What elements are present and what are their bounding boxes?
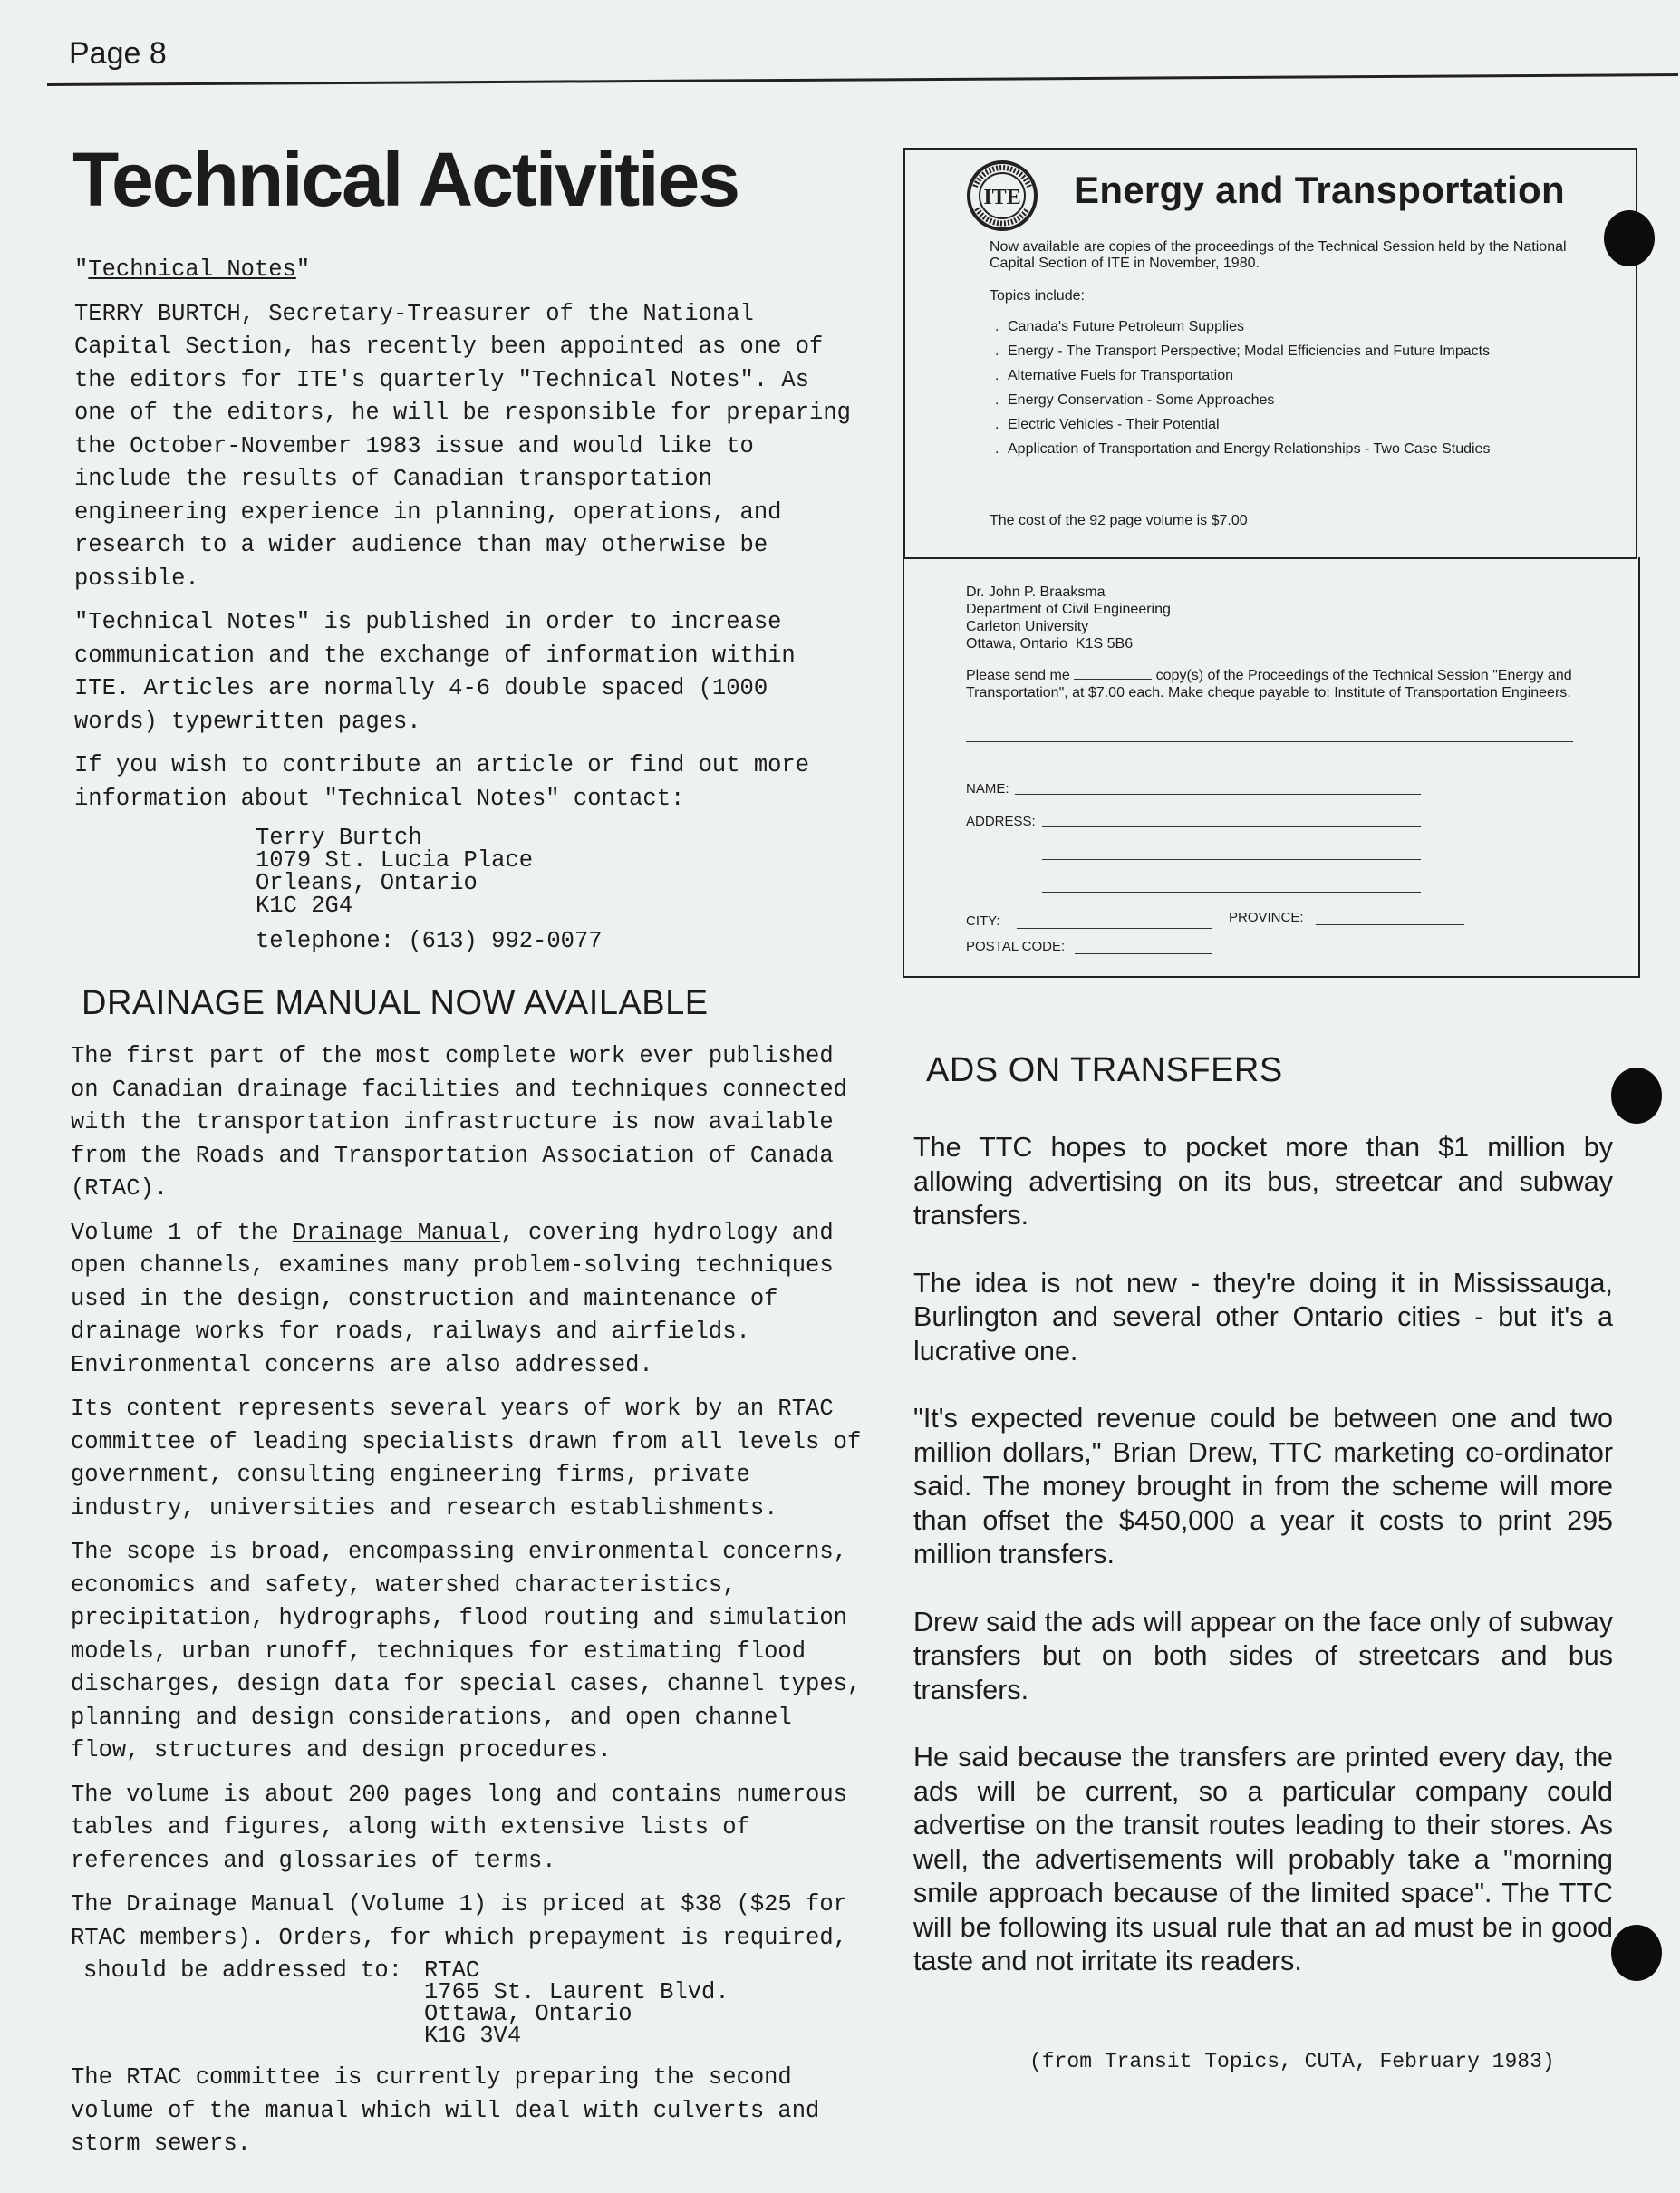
rtac-address [424, 1957, 729, 2049]
ads-paragraph: Drew said the ads will appear on the face only of subway transfers but on both sides of streetcars and bus transfers. [913, 1606, 1613, 1705]
order-instructions: Please send me copy(s) of the Proceedings of the Technical Session "Energy and Transportation", at $7.00 each. Make cheque payable to: Institute of Transportation Engineers. [966, 668, 1572, 700]
form-name-field[interactable] [1015, 794, 1421, 795]
order-address-city: Ottawa, Ontario K1S 5B6 [966, 636, 1134, 652]
ite-logo-text: ITE [983, 186, 1021, 209]
order-address-dept: Department of Civil Engineering [966, 602, 1171, 617]
drainage-manual-section [71, 1040, 868, 2172]
ite-logo-icon [966, 159, 1038, 232]
topic-item: . Electric Vehicles - Their Potential [995, 417, 1220, 432]
drainage-paragraph: The Drainage Manual (Volume 1) is priced at $38 ($25 for RTAC members). Orders, for which prepayment is required, [71, 1891, 847, 1951]
order-address-univ: Carleton University [966, 619, 1089, 634]
page-number: Page 8 [69, 36, 167, 71]
form-province-label: PROVINCE: [1229, 910, 1304, 925]
ads-source-citation: (from Transit Topics, CUTA, February 1983) [1029, 2050, 1555, 2073]
drainage-paragraph: The volume is about 200 pages long and contains numerous tables and figures, along with extensive lists of references and glossaries of terms. [71, 1781, 847, 1874]
rtac-street: 1765 St. Laurent Blvd. [424, 1979, 729, 2005]
contact-postal: K1C 2G4 [256, 893, 353, 919]
punch-hole [1611, 1925, 1662, 1981]
address-label: should be addressed to: [83, 1957, 402, 1984]
ads-paragraph: The TTC hopes to pocket more than $1 million by allowing advertising on its bus, streetcar and subway transfers. [913, 1132, 1613, 1231]
punch-hole [1611, 1068, 1662, 1124]
form-address-label: ADDRESS: [966, 814, 1036, 829]
energy-ad-cost: The cost of the 92 page volume is $7.00 [990, 513, 1248, 528]
drainage-paragraph: The scope is broad, encompassing environmental concerns, economics and safety, watershed characteristics, precipitation, hydrographs, flood routing and simulation models, urban runoff, techniques for estimating flood discharges, design data for special cases, channel types, planning and design considerations, and open channel flow, structures and design procedures. [71, 1539, 862, 1763]
energy-ad-topics-list [995, 319, 1620, 466]
order-divider [966, 741, 1573, 742]
contact-city: Orleans, Ontario [256, 870, 478, 896]
drainage-paragraph: The RTAC committee is currently preparing the second volume of the manual which will deal with culverts and storm sewers. [71, 2064, 820, 2157]
technical-notes-contact [256, 826, 603, 952]
topic-item: . Canada's Future Petroleum Supplies [995, 319, 1244, 334]
topic-item: . Application of Transportation and Energy Relationships - Two Case Studies [995, 441, 1491, 457]
contact-street: 1079 St. Lucia Place [256, 847, 534, 874]
form-address-field[interactable] [1042, 826, 1421, 827]
drainage-paragraph: The first part of the most complete work ever published on Canadian drainage facilities and techniques connected with the transportation infrastructure is now available from the Roads and Transportation Association of Canada (RTAC). [71, 1043, 847, 1202]
ads-on-transfers-body [913, 1131, 1613, 2013]
drainage-manual-heading: DRAINAGE MANUAL NOW AVAILABLE [82, 984, 709, 1022]
energy-ad-title: Energy and Transportation [1074, 169, 1565, 211]
copies-blank[interactable] [1074, 679, 1152, 680]
topic-item: . Energy Conservation - Some Approaches [995, 392, 1275, 408]
energy-ad-intro: Now available are copies of the proceedings of the Technical Session held by the National Capital Section of ITE in November, 1980. [990, 239, 1567, 271]
drainage-paragraph: Its content represents several years of work by an RTAC committee of leading specialists drawn from all levels of government, consulting engineering firms, private industry, universities and research establishments. [71, 1396, 862, 1522]
form-city-field[interactable] [1017, 928, 1212, 929]
ads-paragraph: "It's expected revenue could be between one and two million dollars," Brian Drew, TTC marketing co-ordinator said. The money brought in from the scheme will more than offset the $450,000 a year it costs to print 295 million transfers. [913, 1403, 1613, 1570]
technical-notes-paragraph: "Technical Notes" is published in order to increase communication and the exchange of information within ITE. Articles are normally 4-6 double spaced (1000 words) typewritten pages. [74, 609, 796, 735]
rtac-postal: K1G 3V4 [424, 2023, 522, 2049]
order-address [966, 584, 1171, 652]
page-title: Technical Activities [72, 137, 739, 222]
form-province-field[interactable] [1316, 924, 1464, 925]
contact-phone: telephone: (613) 992-0077 [256, 928, 603, 954]
drainage-paragraph: Volume 1 of the Drainage Manual, covering hydrology and open channels, examines many problem-solving techniques used in the design, construction and maintenance of drainage works for roads, railways and airfields. Environmental concerns are also addressed. [71, 1219, 834, 1378]
rtac-address-row [71, 1955, 868, 2062]
topic-item: . Energy - The Transport Perspective; Modal Efficiencies and Future Impacts [995, 343, 1491, 359]
form-postal-label: POSTAL CODE: [966, 939, 1066, 954]
energy-ad-topics-label: Topics include: [990, 288, 1085, 304]
rtac-city: Ottawa, Ontario [424, 2001, 632, 2027]
ads-paragraph: He said because the transfers are printed every day, the ads will be current, so a particular company could advertise on the transit routes leading to their stores. As well, the advertisements will probably take a "morning smile approach because of the limited space". The TTC will be following its usual rule that an ad must be in good taste and not irritate its readers. [913, 1742, 1613, 1976]
technical-notes-section [74, 254, 854, 826]
technical-notes-paragraph: TERRY BURTCH, Secretary-Treasurer of the National Capital Section, has recently been appointed as one of the editors for ITE's quarterly "Technical Notes". As one of the editors, he will be responsible for preparing the October-November 1983 issue and would like to include the results of Canadian transportation engineering experience in planning, operations, and research to a wider audience than may otherwise be possible. [74, 300, 851, 592]
rtac-org: RTAC [424, 1957, 480, 1984]
form-postal-field[interactable] [1075, 953, 1212, 954]
technical-notes-paragraph: If you wish to contribute an article or find out more information about "Technical Notes" contact: [74, 752, 810, 812]
punch-hole [1604, 210, 1655, 266]
form-address-field-2[interactable] [1042, 859, 1421, 860]
header-rule [47, 73, 1678, 86]
ads-on-transfers-heading: ADS ON TRANSFERS [926, 1051, 1283, 1089]
topic-item: . Alternative Fuels for Transportation [995, 368, 1234, 383]
technical-notes-heading: "Technical Notes" [74, 256, 311, 283]
order-address-name: Dr. John P. Braaksma [966, 584, 1106, 600]
ads-paragraph: The idea is not new - they're doing it in Mississauga, Burlington and several other Ontario cities - but it's a lucrative one. [913, 1267, 1613, 1367]
form-address-field-3[interactable] [1042, 892, 1421, 893]
contact-name: Terry Burtch [256, 825, 422, 851]
drainage-manual-title: Drainage Manual [292, 1219, 501, 1246]
form-name-label: NAME: [966, 781, 1009, 797]
form-city-label: CITY: [966, 913, 1000, 929]
